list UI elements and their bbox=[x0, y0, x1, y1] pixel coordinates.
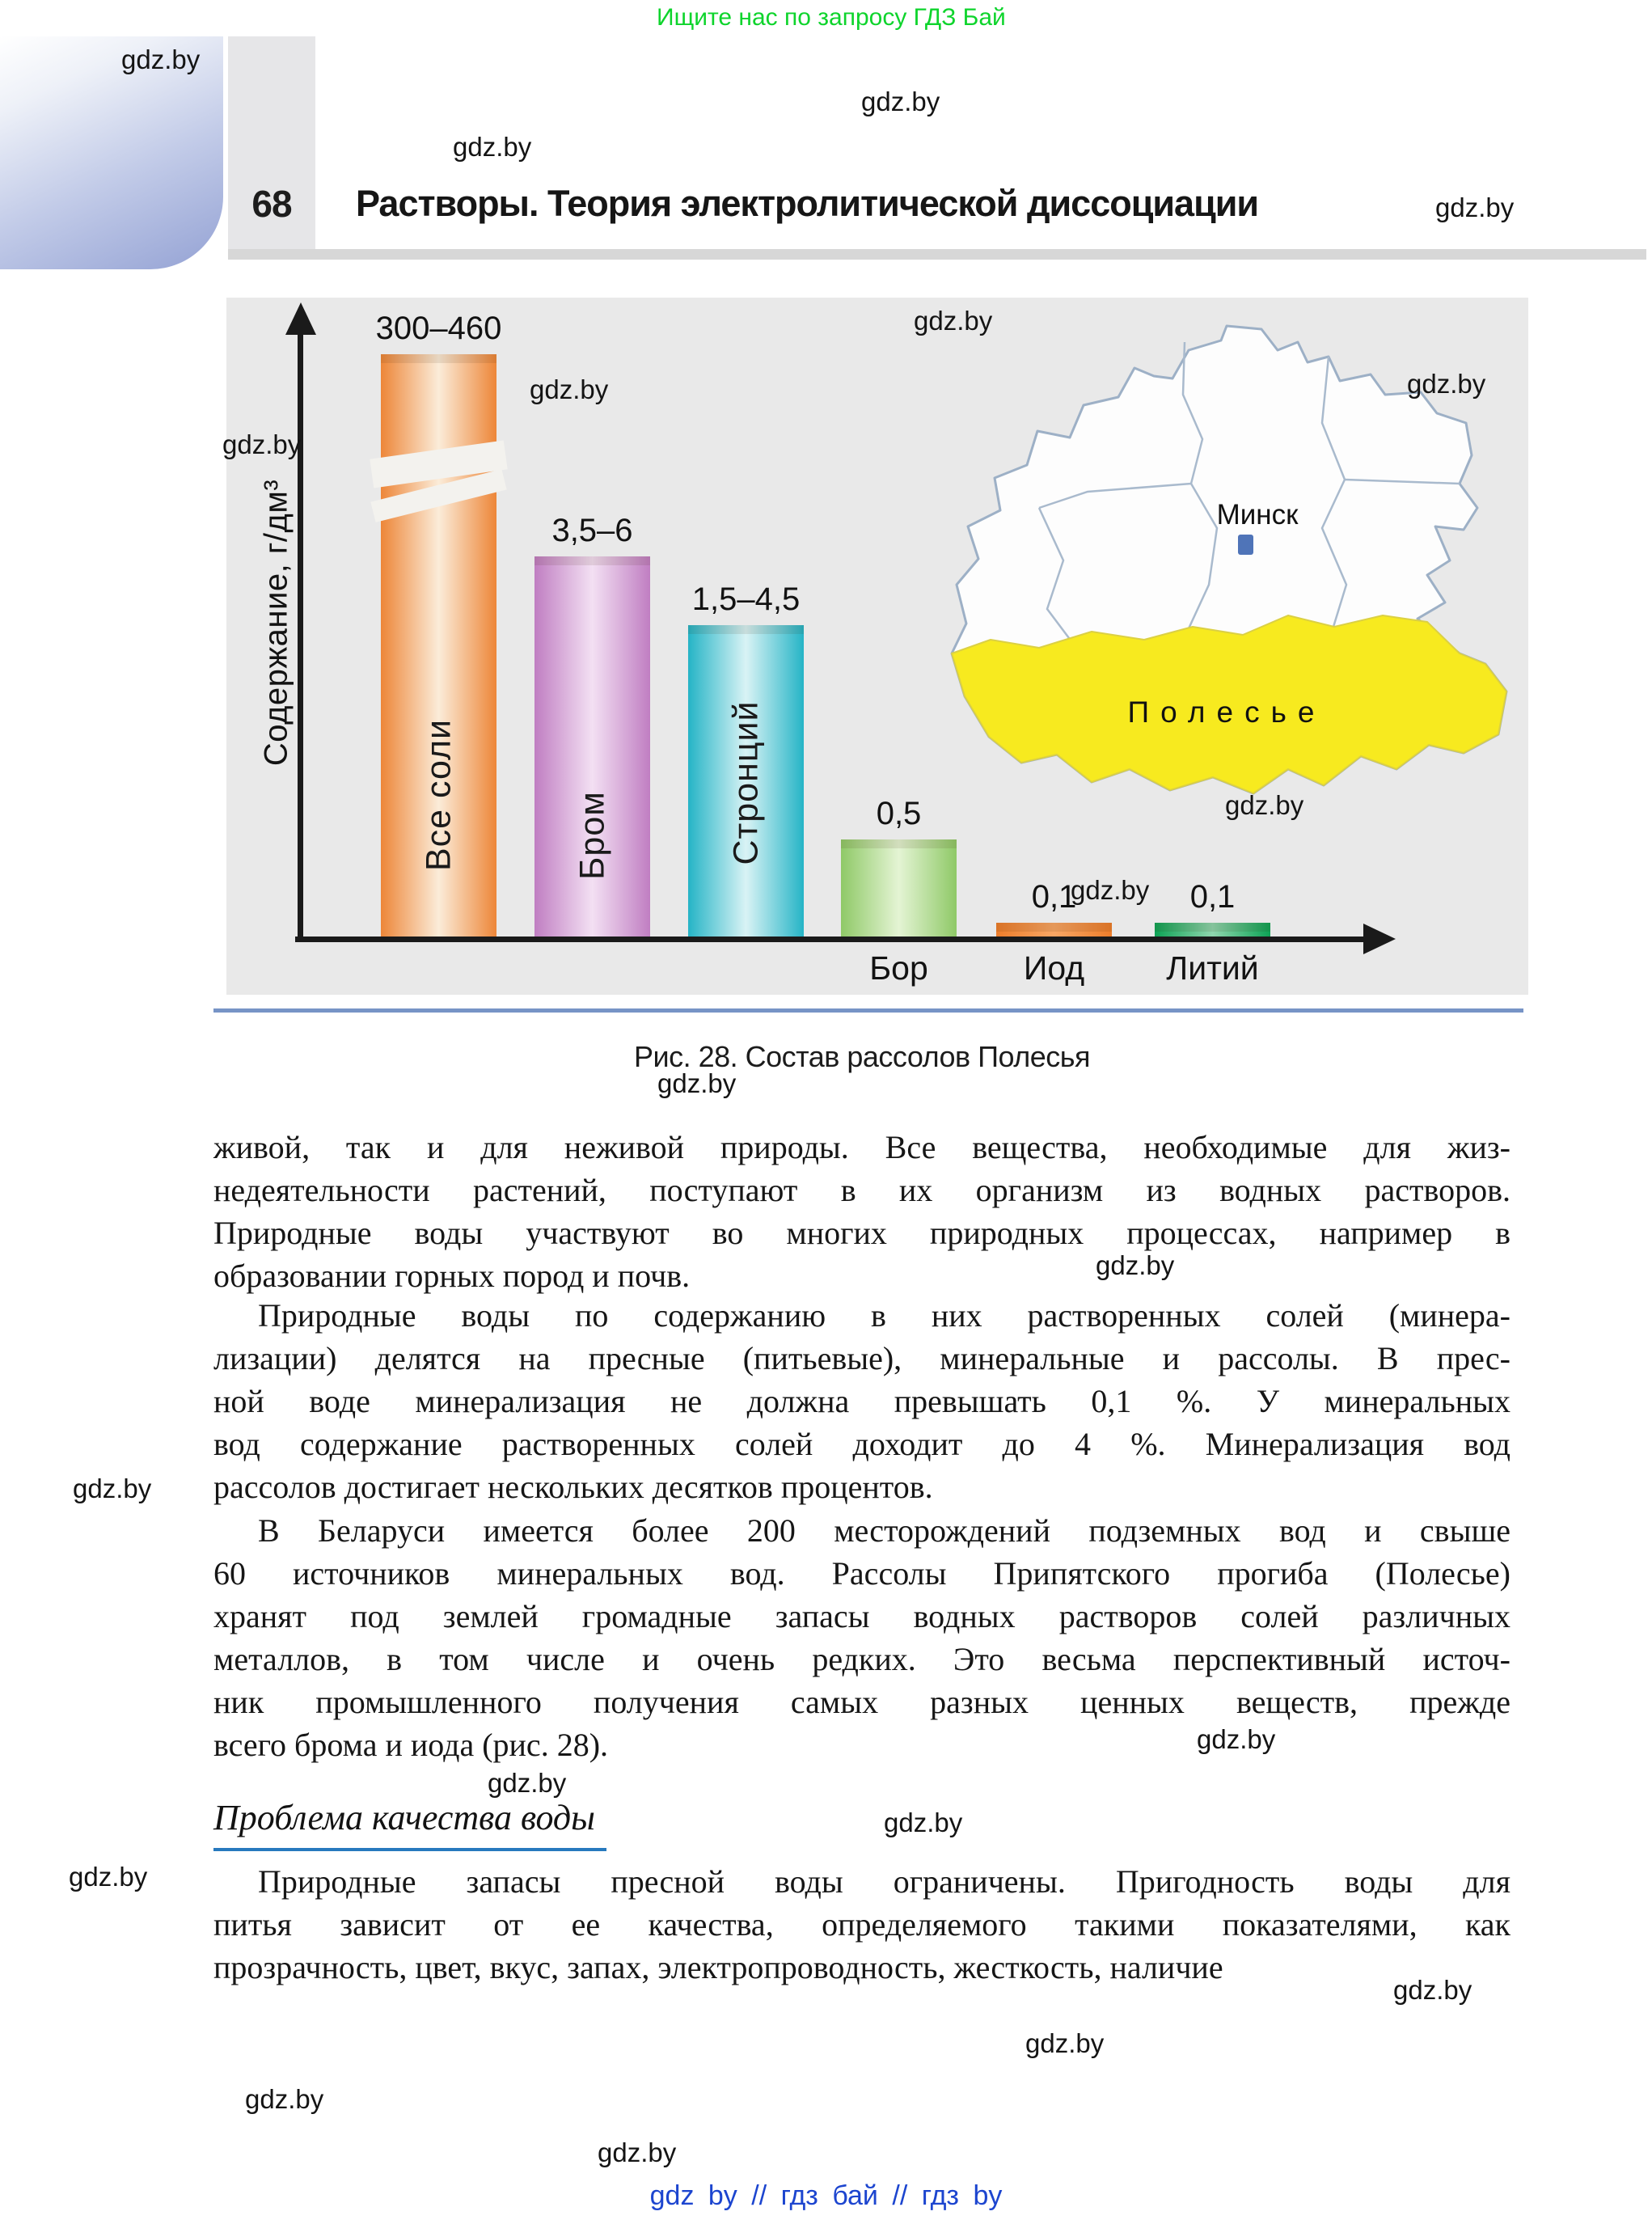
text-line: хранят под землей громадные запасы водных растворов солей различных bbox=[213, 1598, 1510, 1634]
watermark: gdz.by bbox=[1407, 369, 1486, 399]
x-axis bbox=[295, 937, 1365, 942]
text-line: В Беларуси имеется более 200 месторождений подземных вод и свыше bbox=[258, 1512, 1510, 1549]
text-line: рассолов достигает нескольких десятков процентов. bbox=[213, 1469, 933, 1505]
bar-inner-label-2: Стронций bbox=[726, 700, 765, 865]
watermark: gdz.by bbox=[657, 1068, 737, 1098]
watermark: gdz.by bbox=[1096, 1250, 1175, 1280]
watermark: gdz.by bbox=[1225, 790, 1304, 820]
text-line: Природные воды участвуют во многих природных процессах, например в bbox=[213, 1215, 1510, 1251]
section-heading-text: Проблема качества воды bbox=[213, 1797, 606, 1851]
page-number: 68 bbox=[251, 183, 292, 225]
watermark: gdz.by bbox=[598, 2137, 677, 2167]
text-line: образовании горных пород и почв. bbox=[213, 1258, 691, 1294]
y-axis bbox=[298, 333, 303, 937]
watermark: gdz.by bbox=[121, 44, 201, 74]
minsk-dot bbox=[1238, 535, 1253, 555]
footer-promo-text: gdz by // гдз бай // гдз by bbox=[649, 2180, 1003, 2211]
watermark: gdz.by bbox=[530, 374, 609, 404]
figure-caption: Рис. 28. Состав рассолов Полесья bbox=[633, 1040, 1091, 1073]
text-line: лизации) делятся на пресные (питьевые), минеральные и рассолы. В прес- bbox=[213, 1340, 1510, 1376]
y-axis-arrow-icon bbox=[285, 302, 316, 335]
text-line: недеятельности растений, поступают в их организм из водных растворов. bbox=[213, 1172, 1510, 1208]
chart-bar-1 bbox=[534, 556, 650, 942]
y-axis-label: Содержание, г/дм³ bbox=[258, 479, 294, 767]
text-line: ник промышленного получения самых разных ценных веществ, прежде bbox=[213, 1684, 1510, 1720]
polesye-label: Полесье bbox=[1127, 696, 1326, 729]
bar-value-label-1: 3,5–6 bbox=[551, 513, 633, 548]
watermark: gdz.by bbox=[73, 1474, 152, 1503]
watermark: gdz.by bbox=[1393, 1975, 1472, 2005]
x-axis-arrow-icon bbox=[1363, 924, 1396, 954]
bar-inner-label-1: Бром bbox=[572, 791, 611, 880]
text-line: 60 источников минеральных вод. Рассолы Припятского прогиба (Полесье) bbox=[213, 1555, 1510, 1592]
watermark: gdz.by bbox=[453, 132, 532, 162]
bar-below-label-5: Литий bbox=[1166, 949, 1259, 987]
paragraph-2 bbox=[213, 1509, 1510, 1766]
watermark: gdz.by bbox=[245, 2084, 324, 2114]
watermark: gdz.by bbox=[884, 1808, 963, 1837]
watermark: gdz.by bbox=[1435, 192, 1515, 222]
watermark: gdz.by bbox=[861, 87, 940, 116]
text-line: металлов, в том числе и очень редких. Это весьма перспективный источ- bbox=[213, 1641, 1510, 1677]
bar-below-label-3: Бор bbox=[869, 949, 928, 987]
bar-value-label-5: 0,1 bbox=[1189, 879, 1236, 915]
text-line: Природные запасы пресной воды ограничены. Пригодность воды для bbox=[258, 1863, 1510, 1900]
section-heading bbox=[213, 1797, 606, 1851]
watermark: gdz.by bbox=[914, 306, 993, 336]
bar-value-label-3: 0,5 bbox=[876, 796, 922, 831]
watermark: gdz.by bbox=[1197, 1724, 1276, 1754]
watermark: gdz.by bbox=[488, 1768, 567, 1798]
watermark: gdz.by bbox=[1025, 2028, 1105, 2058]
bar-below-label-4: Иод bbox=[1023, 949, 1085, 987]
text-line: вод содержание растворенных солей доходит до 4 %. Минерализация вод bbox=[213, 1426, 1510, 1462]
text-line: питья зависит от ее качества, определяемого такими показателями, как bbox=[213, 1906, 1510, 1943]
watermark: gdz.by bbox=[1071, 875, 1150, 905]
bar-value-label-0: 300–460 bbox=[375, 311, 502, 346]
bar-inner-label-0: Все соли bbox=[419, 718, 458, 872]
page-title: Растворы. Теория электролитической диссоциации bbox=[356, 183, 1259, 224]
text-line: всего брома и иода (рис. 28). bbox=[213, 1727, 609, 1763]
bar-value-label-2: 1,5–4,5 bbox=[691, 581, 801, 617]
paragraph-1 bbox=[213, 1294, 1510, 1508]
chart-bar-3 bbox=[841, 839, 957, 942]
watermark: gdz.by bbox=[69, 1862, 148, 1892]
bar-value-label-4: 0,1 bbox=[1031, 879, 1077, 915]
watermark: gdz.by bbox=[222, 429, 302, 459]
paragraph-0 bbox=[213, 1126, 1510, 1297]
text-line: ной воде минерализация не должна превышать 0,1 %. У минеральных bbox=[213, 1383, 1510, 1419]
text-line: живой, так и для неживой природы. Все вещества, необходимые для жиз- bbox=[213, 1129, 1510, 1165]
text-line: Природные воды по содержанию в них растворенных солей (минера- bbox=[258, 1297, 1510, 1334]
text-line: прозрачность, цвет, вкус, запах, электропроводность, жесткость, наличие bbox=[213, 1949, 1223, 1985]
top-promo-text: Ищите нас по запросу ГДЗ Бай bbox=[657, 4, 1006, 31]
minsk-label: Минск bbox=[1216, 499, 1299, 531]
paragraph-3 bbox=[213, 1860, 1510, 1989]
